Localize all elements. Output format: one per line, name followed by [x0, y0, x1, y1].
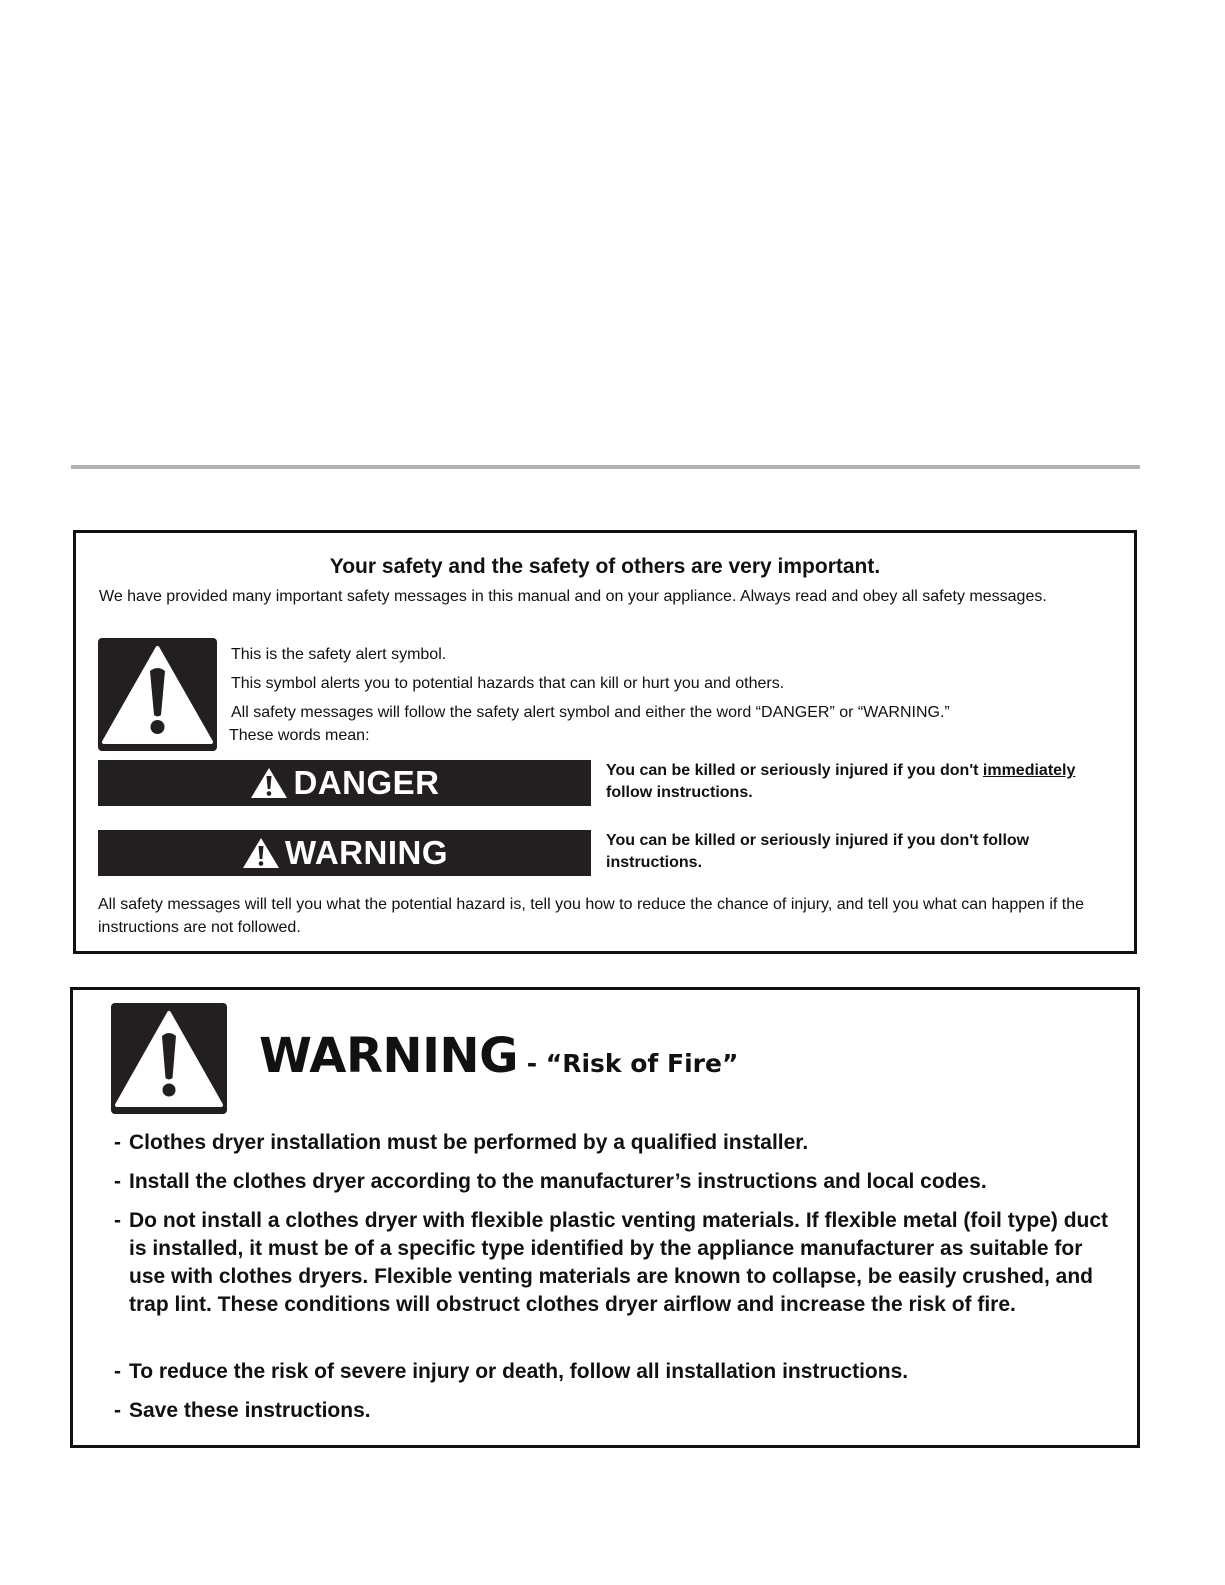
list-item: - To reduce the risk of severe injury or death, follow all installation instructions. — [114, 1360, 909, 1383]
fire-warning-box — [70, 987, 1140, 1448]
danger-desc-emphasis: immediately — [982, 762, 1076, 779]
alert-line: This is the safety alert symbol. — [231, 646, 447, 663]
safety-intro: We have provided many important safety messages in this manual and on your appliance. Always read and obey all safety messages. — [99, 588, 1047, 605]
alert-line: These words mean: — [229, 727, 370, 744]
danger-label: DANGER — [293, 764, 440, 801]
list-item: - Clothes dryer installation must be performed by a qualified installer. — [114, 1131, 809, 1154]
fire-warning-signal-word: WARNING — [259, 1028, 518, 1084]
list-item: - Install the clothes dryer according to the manufacturer’s instructions and local codes. — [114, 1170, 987, 1193]
warning-signal-bar — [98, 830, 591, 876]
fire-warning-separator: - — [518, 1049, 546, 1078]
safety-outro: All safety messages will tell you what the potential hazard is, tell you how to reduce the chance of injury, and tell you what can happen if the instructions are not followed. — [98, 896, 1085, 936]
warning-label: WARNING — [285, 834, 448, 871]
safety-alert-symbol-icon — [98, 638, 217, 751]
danger-desc-after: follow instructions. — [606, 784, 753, 801]
fire-warning-subtitle: “Risk of Fire” — [545, 1049, 739, 1078]
fire-warning-title — [259, 1028, 738, 1084]
safety-information-box — [73, 530, 1137, 954]
alert-line: This symbol alerts you to potential hazards that can kill or hurt you and others. — [231, 675, 785, 692]
alert-triangle-icon — [249, 766, 289, 800]
danger-description — [606, 760, 1126, 804]
list-item: - Do not install a clothes dryer with flexible plastic venting materials. If flexible metal (foil type) duct is installed, it must be of a specific type identified by the appliance manufacturer as suitable for use with clothes dryers. Flexible venting materials are known to collapse, be easily crushed, and trap lint. These conditions will obstruct clothes dryer airflow and increase the risk of fire. — [114, 1209, 1109, 1316]
section-divider — [71, 465, 1140, 469]
fire-warning-alert-icon — [111, 1003, 227, 1114]
list-item: - Save these instructions. — [114, 1399, 371, 1422]
alert-line: All safety messages will follow the safety alert symbol and either the word “DANGER” or “WARNING.” — [231, 704, 950, 721]
danger-desc-before: You can be killed or seriously injured if you don't — [606, 762, 983, 779]
alert-triangle-icon — [241, 836, 281, 870]
safety-heading: Your safety and the safety of others are very important. — [329, 555, 881, 578]
danger-signal-bar — [98, 760, 591, 806]
warning-description: You can be killed or seriously injured if you don't follow instructions. — [606, 832, 1030, 871]
